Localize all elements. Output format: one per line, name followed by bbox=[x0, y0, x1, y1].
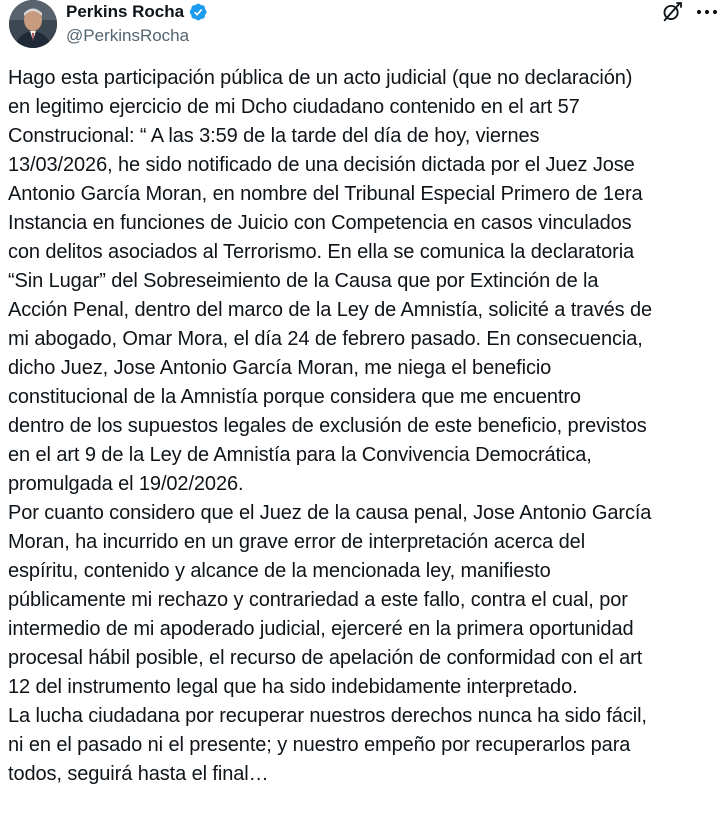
name-row bbox=[66, 0, 208, 24]
tweet-text-line: constitucional de la Amnistía porque considera que me encuentro bbox=[8, 386, 581, 408]
tweet-text-line: Acción Penal, dentro del marco de la Ley de Amnistía, solicité a través de bbox=[8, 299, 653, 321]
tweet-text-line: en el art 9 de la Ley de Amnistía para la Convivencia Democrática, bbox=[8, 444, 592, 466]
tweet-text-line: Moran, ha incurrido en un grave error de interpretación acerca del bbox=[8, 531, 586, 553]
more-icon[interactable] bbox=[694, 1, 720, 23]
tweet-text-line: Antonio García Moran, en nombre del Tribunal Especial Primero de 1era bbox=[8, 183, 643, 205]
tweet-text-line: ni en el pasado ni el presente; y nuestro empeño por recuperarlos para bbox=[8, 734, 631, 756]
tweet-text-line: públicamente mi rechazo y contrariedad a este fallo, contra el cual, por bbox=[8, 589, 628, 611]
tweet-text-line: procesal hábil posible, el recurso de apelación de conformidad con el art bbox=[8, 647, 643, 669]
tweet-text-line: Hago esta participación pública de un acto judicial (que no declaración) bbox=[8, 67, 633, 89]
tweet-text-line: “Sin Lugar” del Sobreseimiento de la Causa que por Extinción de la bbox=[8, 270, 599, 292]
tweet-text-line: La lucha ciudadana por recuperar nuestros derechos nunca ha sido fácil, bbox=[8, 705, 647, 727]
tweet-text-line: con delitos asociados al Terrorismo. En ella se comunica la declaratoria bbox=[8, 241, 635, 263]
tweet-text-line: espíritu, contenido y alcance de la mencionada ley, manifiesto bbox=[8, 560, 551, 582]
tweet-text-line: dicho Juez, Jose Antonio García Moran, me niega el beneficio bbox=[8, 357, 552, 379]
tweet-text-line: promulgada el 19/02/2026. bbox=[8, 473, 244, 495]
tweet-text-line: Por cuanto considero que el Juez de la causa penal, Jose Antonio García bbox=[8, 502, 652, 524]
tweet-text-line: 13/03/2026, he sido notificado de una decisión dictada por el Juez Jose bbox=[8, 154, 635, 176]
display-name[interactable]: Perkins Rocha bbox=[66, 2, 185, 21]
avatar[interactable] bbox=[9, 0, 57, 48]
tweet-header bbox=[0, 0, 725, 60]
tweet-text-line: en legitimo ejercicio de mi Dcho ciudadano contenido en el art 57 bbox=[8, 96, 580, 118]
tweet-text-line: dentro de los supuestos legales de exclusión de este beneficio, previstos bbox=[8, 415, 647, 437]
tweet-text bbox=[8, 64, 720, 789]
tweet-text-line: Instancia en funciones de Juicio con Competencia en casos vinculados bbox=[8, 212, 632, 234]
tweet-text-line: todos, seguirá hasta el final… bbox=[8, 763, 269, 785]
grok-icon[interactable] bbox=[661, 1, 683, 23]
tweet-text-line: intermedio de mi apoderado judicial, ejerceré en la primera oportunidad bbox=[8, 618, 634, 640]
tweet-text-line: Construcional: “ A las 3:59 de la tarde del día de hoy, viernes bbox=[8, 125, 540, 147]
tweet-text-line: mi abogado, Omar Mora, el día 24 de febrero pasado. En consecuencia, bbox=[8, 328, 643, 350]
verified-badge-icon bbox=[188, 2, 208, 22]
tweet-text-line: 12 del instrumento legal que ha sido indebidamente interpretado. bbox=[8, 676, 578, 698]
user-handle[interactable]: @PerkinsRocha bbox=[66, 26, 190, 45]
